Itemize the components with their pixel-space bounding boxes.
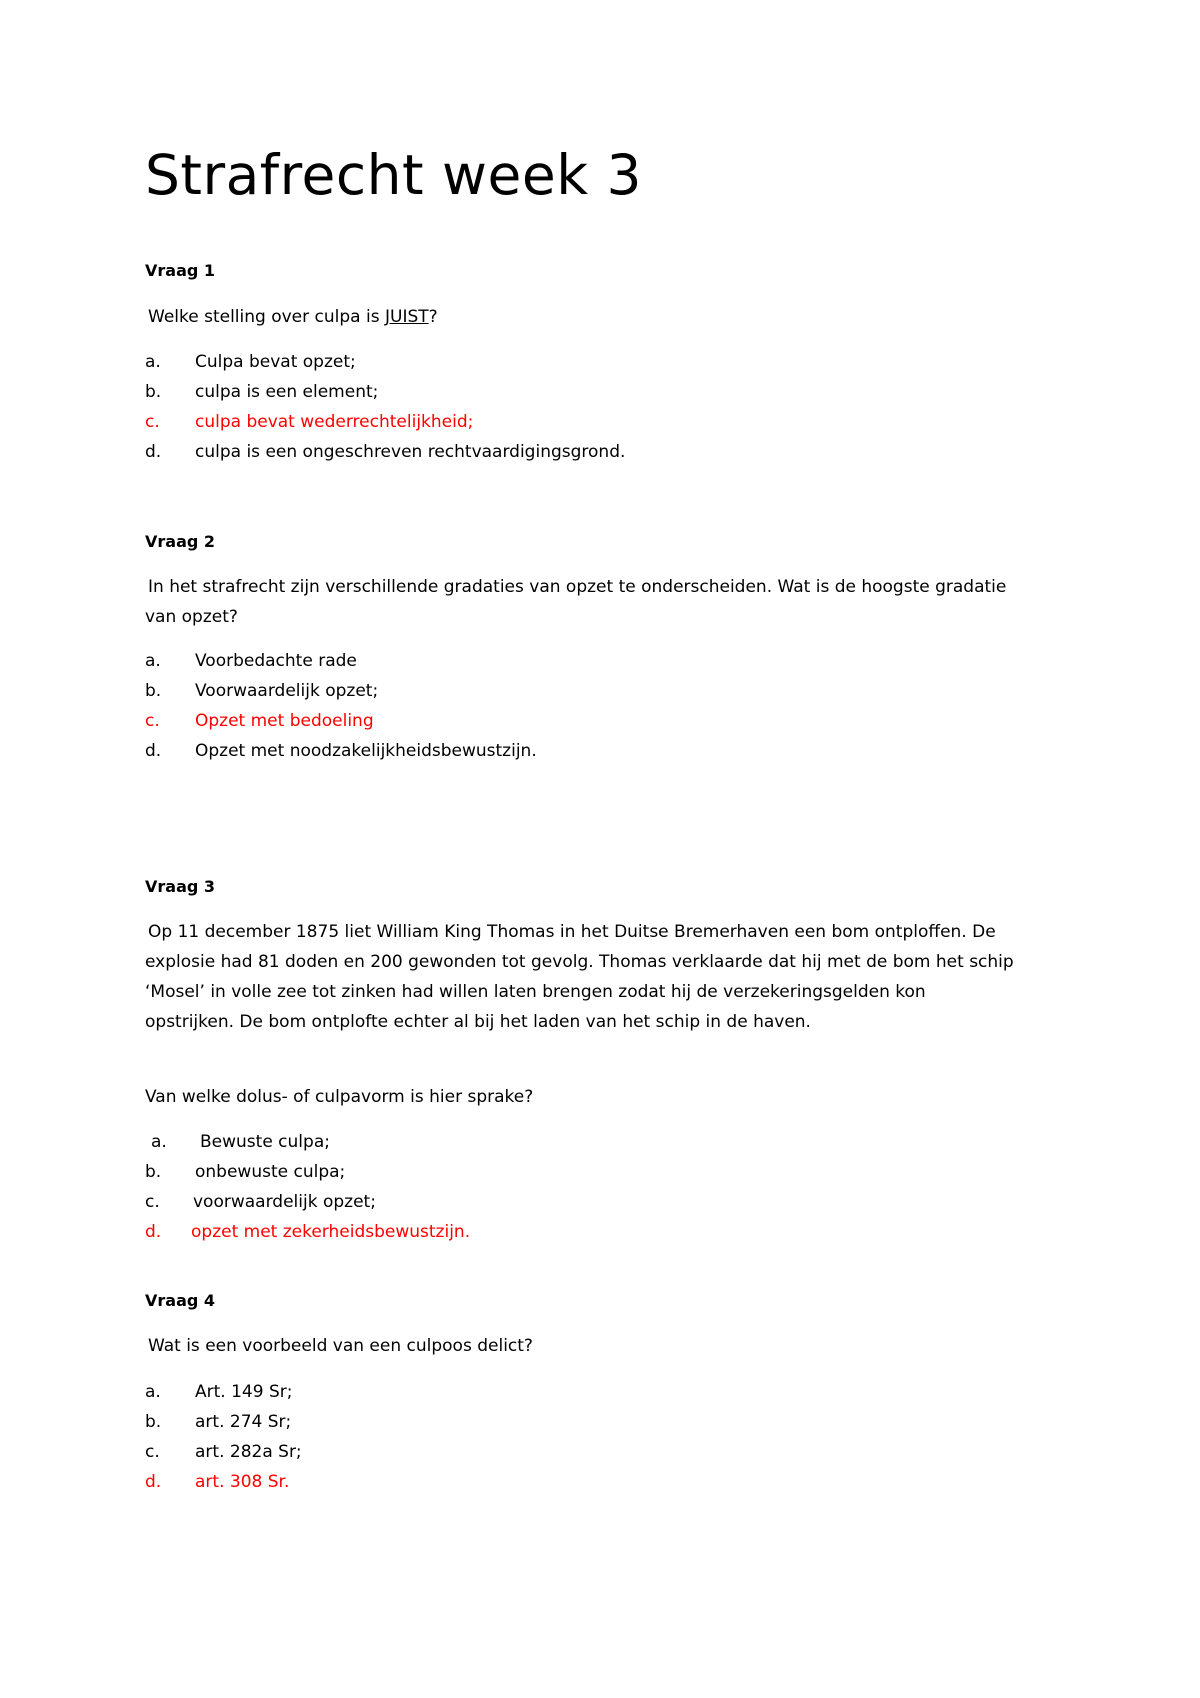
option-text: Bewuste culpa;: [200, 1132, 330, 1152]
option-2b: [145, 676, 1045, 706]
option-letter: b.: [145, 1412, 162, 1432]
question-3-label: Vraag 3: [145, 877, 216, 896]
option-text: onbewuste culpa;: [195, 1162, 346, 1182]
option-letter: a.: [145, 1382, 161, 1402]
option-2c-correct: [145, 706, 1045, 736]
question-2-line-1: In het strafrecht zijn verschillende gradaties van opzet te onderscheiden. Wat is de hoogste gradatie: [148, 577, 1007, 597]
option-letter: d.: [145, 741, 162, 761]
question-3-line-3: ‘Mosel’ in volle zee tot zinken had willen laten brengen zodat hij de verzekeringsgelden kon: [145, 982, 926, 1002]
option-letter: c.: [145, 711, 160, 731]
option-letter: c.: [145, 412, 160, 432]
option-text: Opzet met bedoeling: [195, 711, 374, 731]
question-4-label: Vraag 4: [145, 1291, 216, 1310]
question-3-line-2: explosie had 81 doden en 200 gewonden tot gevolg. Thomas verklaarde dat hij met de bom het schip: [145, 952, 1014, 972]
question-3-line-4: opstrijken. De bom ontplofte echter al bij het laden van het schip in de haven.: [145, 1012, 811, 1032]
question-1-text-after: ?: [428, 307, 438, 327]
option-text: Opzet met noodzakelijkheidsbewustzijn.: [195, 741, 537, 761]
option-letter: a.: [145, 352, 161, 372]
option-letter: b.: [145, 681, 162, 701]
option-letter: c.: [145, 1442, 160, 1462]
question-2-options: [145, 646, 1045, 766]
option-3c: [145, 1187, 1045, 1217]
question-1-label: Vraag 1: [145, 261, 216, 280]
option-text: voorwaardelijk opzet;: [193, 1192, 376, 1212]
question-4-text: [148, 1331, 1078, 1361]
option-4d-correct: [145, 1467, 1045, 1497]
option-letter: d.: [145, 1472, 162, 1492]
option-2a: [145, 646, 1045, 676]
option-3a: [145, 1127, 1045, 1157]
option-letter: b.: [145, 1162, 162, 1182]
page-title: Strafrecht week 3: [145, 143, 643, 207]
option-text: art. 274 Sr;: [195, 1412, 292, 1432]
option-text: Art. 149 Sr;: [195, 1382, 293, 1402]
option-1b: [145, 377, 1045, 407]
option-text: art. 308 Sr.: [195, 1472, 290, 1492]
option-text: culpa bevat wederrechtelijkheid;: [195, 412, 474, 432]
option-3b: [145, 1157, 1045, 1187]
option-text: culpa is een element;: [195, 382, 379, 402]
question-4-line-1: Wat is een voorbeeld van een culpoos delict?: [148, 1336, 533, 1356]
option-text: Culpa bevat opzet;: [195, 352, 356, 372]
question-2-label: Vraag 2: [145, 532, 216, 551]
question-2-line-2: van opzet?: [145, 607, 238, 627]
question-3-text: [145, 917, 1075, 1037]
question-1-options: [145, 347, 1045, 467]
question-2-text: [145, 572, 1075, 632]
question-1-text: [148, 302, 1078, 332]
option-4b: [145, 1407, 1045, 1437]
question-1-text-before: Welke stelling over culpa is: [148, 307, 385, 327]
option-letter: a.: [151, 1132, 167, 1152]
option-1a: [145, 347, 1045, 377]
option-letter: b.: [145, 382, 162, 402]
option-2d: [145, 736, 1045, 766]
option-3d-correct: [145, 1217, 1045, 1247]
option-text: opzet met zekerheidsbewustzijn.: [191, 1222, 471, 1242]
option-1c-correct: [145, 407, 1045, 437]
question-3-options: [145, 1127, 1045, 1247]
option-letter: a.: [145, 651, 161, 671]
option-letter: c.: [145, 1192, 160, 1212]
option-text: Voorwaardelijk opzet;: [195, 681, 379, 701]
option-4c: [145, 1437, 1045, 1467]
option-letter: d.: [145, 1222, 162, 1242]
question-3-line-1: Op 11 december 1875 liet William King Thomas in het Duitse Bremerhaven een bom ontploffen. De: [148, 922, 996, 942]
question-4-options: [145, 1377, 1045, 1497]
option-text: art. 282a Sr;: [195, 1442, 302, 1462]
question-3-subquestion: Van welke dolus- of culpavorm is hier sprake?: [145, 1087, 534, 1107]
option-1d: [145, 437, 1045, 467]
option-4a: [145, 1377, 1045, 1407]
option-letter: d.: [145, 442, 162, 462]
option-text: culpa is een ongeschreven rechtvaardigingsgrond.: [195, 442, 626, 462]
option-text: Voorbedachte rade: [195, 651, 357, 671]
question-1-text-underlined: JUIST: [384, 307, 429, 327]
